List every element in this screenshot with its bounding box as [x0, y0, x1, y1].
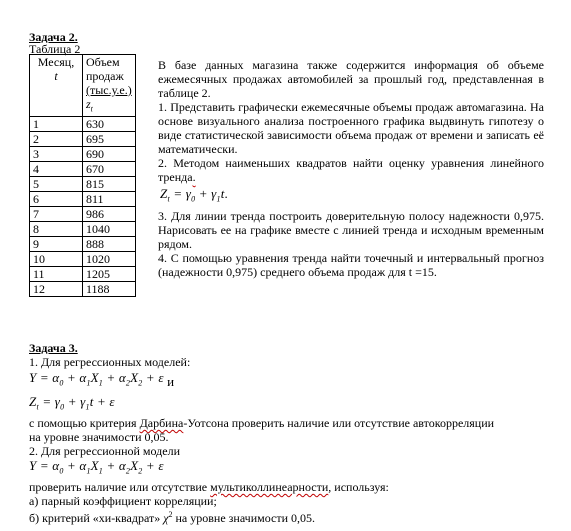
- task3-block: [29, 341, 549, 525]
- sales-cell: 695: [83, 132, 136, 147]
- task3-line3: на уровне значимости 0,05.: [29, 430, 169, 445]
- trend-formula-2: $Z_t = \gamma_0 + \gamma_1t + \varepsilon$: [29, 393, 115, 412]
- month-cell: 7: [30, 207, 83, 222]
- task2-intro: В базе данных магазина также содержится информация об объеме ежемесячных продажах автомобилей за прошлый год, представленная в таблице 2.: [158, 58, 544, 100]
- trend-formula: $Z_t = \gamma_0 + \gamma_1t$.: [160, 186, 228, 204]
- zt-symbol: $z_t$: [86, 97, 93, 114]
- task2-item1: 1. Представить графически ежемесячные объемы продаж автомагазина. На основе визуального анализа построенного графика выдвинуть гипотезу о виде статистической зависимости объема продаж от времени и записать её математически.: [158, 100, 544, 156]
- task2-item2: 2. Методом наименьших квадратов найти оценку уравнения линейного тренда.: [158, 156, 544, 184]
- month-cell: 2: [30, 132, 83, 147]
- sales-cell: 1020: [83, 252, 136, 267]
- sales-cell: 811: [83, 192, 136, 207]
- sales-cell: 1040: [83, 222, 136, 237]
- task3-line6: а) парный коэффициент корреляции;: [29, 493, 217, 508]
- task2-item3: 3. Для линии тренда построить доверительную полосу надежности 0,975. Нарисовать ее на графике вместе с линией тренда и исходным временным рядом.: [158, 208, 544, 251]
- table-row: [30, 282, 136, 297]
- table-row: [30, 162, 136, 177]
- table-row: [30, 267, 136, 282]
- table-row: [30, 237, 136, 252]
- task2-text: [158, 58, 544, 279]
- table-row: [30, 207, 136, 222]
- table-row: [30, 192, 136, 207]
- task3-line4: 2. Для регрессионной модели: [29, 444, 180, 459]
- task2-title: Задача 2.: [29, 30, 78, 44]
- month-cell: 3: [30, 147, 83, 162]
- month-header: Месяц, t: [30, 55, 83, 117]
- table-row: [30, 252, 136, 267]
- table-row: [30, 147, 136, 162]
- task3-line7: б) критерий «хи-квадрат» $\chi^2$ на уровне значимости 0,05.: [29, 509, 316, 525]
- sales-cell: 1205: [83, 267, 136, 282]
- month-cell: 1: [30, 117, 83, 132]
- month-cell: 9: [30, 237, 83, 252]
- month-cell: 11: [30, 267, 83, 282]
- month-cell: 4: [30, 162, 83, 177]
- sales-cell: 888: [83, 237, 136, 252]
- month-cell: 12: [30, 282, 83, 297]
- task3-title: Задача 3.: [29, 341, 78, 355]
- table-row: [30, 177, 136, 192]
- table-header-row: [30, 55, 136, 117]
- sales-cell: 986: [83, 207, 136, 222]
- month-cell: 5: [30, 177, 83, 192]
- table-row: [30, 117, 136, 132]
- sales-cell: 670: [83, 162, 136, 177]
- table-row: [30, 132, 136, 147]
- regression-formula-3: $Y = \alpha_0 + \alpha_1X_1 + \alpha_2X_2 + \varepsilon$: [29, 458, 164, 476]
- sales-volume-header: Объем продаж (тыс.у.е.) $z_t$: [83, 55, 136, 117]
- table-row: [30, 222, 136, 237]
- month-cell: 6: [30, 192, 83, 207]
- task3-line1: 1. Для регрессионных моделей:: [29, 355, 191, 369]
- sales-cell: 815: [83, 177, 136, 192]
- table-caption: Таблица 2: [29, 42, 81, 56]
- month-cell: 8: [30, 222, 83, 237]
- task3-line2: с помощью критерия Дарбина-Уотсона проверить наличие или отсутствие автокорреляции: [29, 416, 495, 431]
- sales-table: [29, 54, 136, 297]
- sales-cell: 1188: [83, 282, 136, 297]
- regression-formula-1: $Y = \alpha_0 + \alpha_1X_1 + \alpha_2X_2 + \varepsilon$ и: [29, 370, 175, 389]
- task2-item4: 4. С помощью уравнения тренда найти точечный и интервальный прогноз (надежности 0,975) среднего объема продаж для t =15.: [158, 250, 544, 279]
- sales-cell: 690: [83, 147, 136, 162]
- sales-cell: 630: [83, 117, 136, 132]
- month-cell: 10: [30, 252, 83, 267]
- task3-line5: проверить наличие или отсутствие мультиколлинеарности, используя:: [29, 479, 389, 494]
